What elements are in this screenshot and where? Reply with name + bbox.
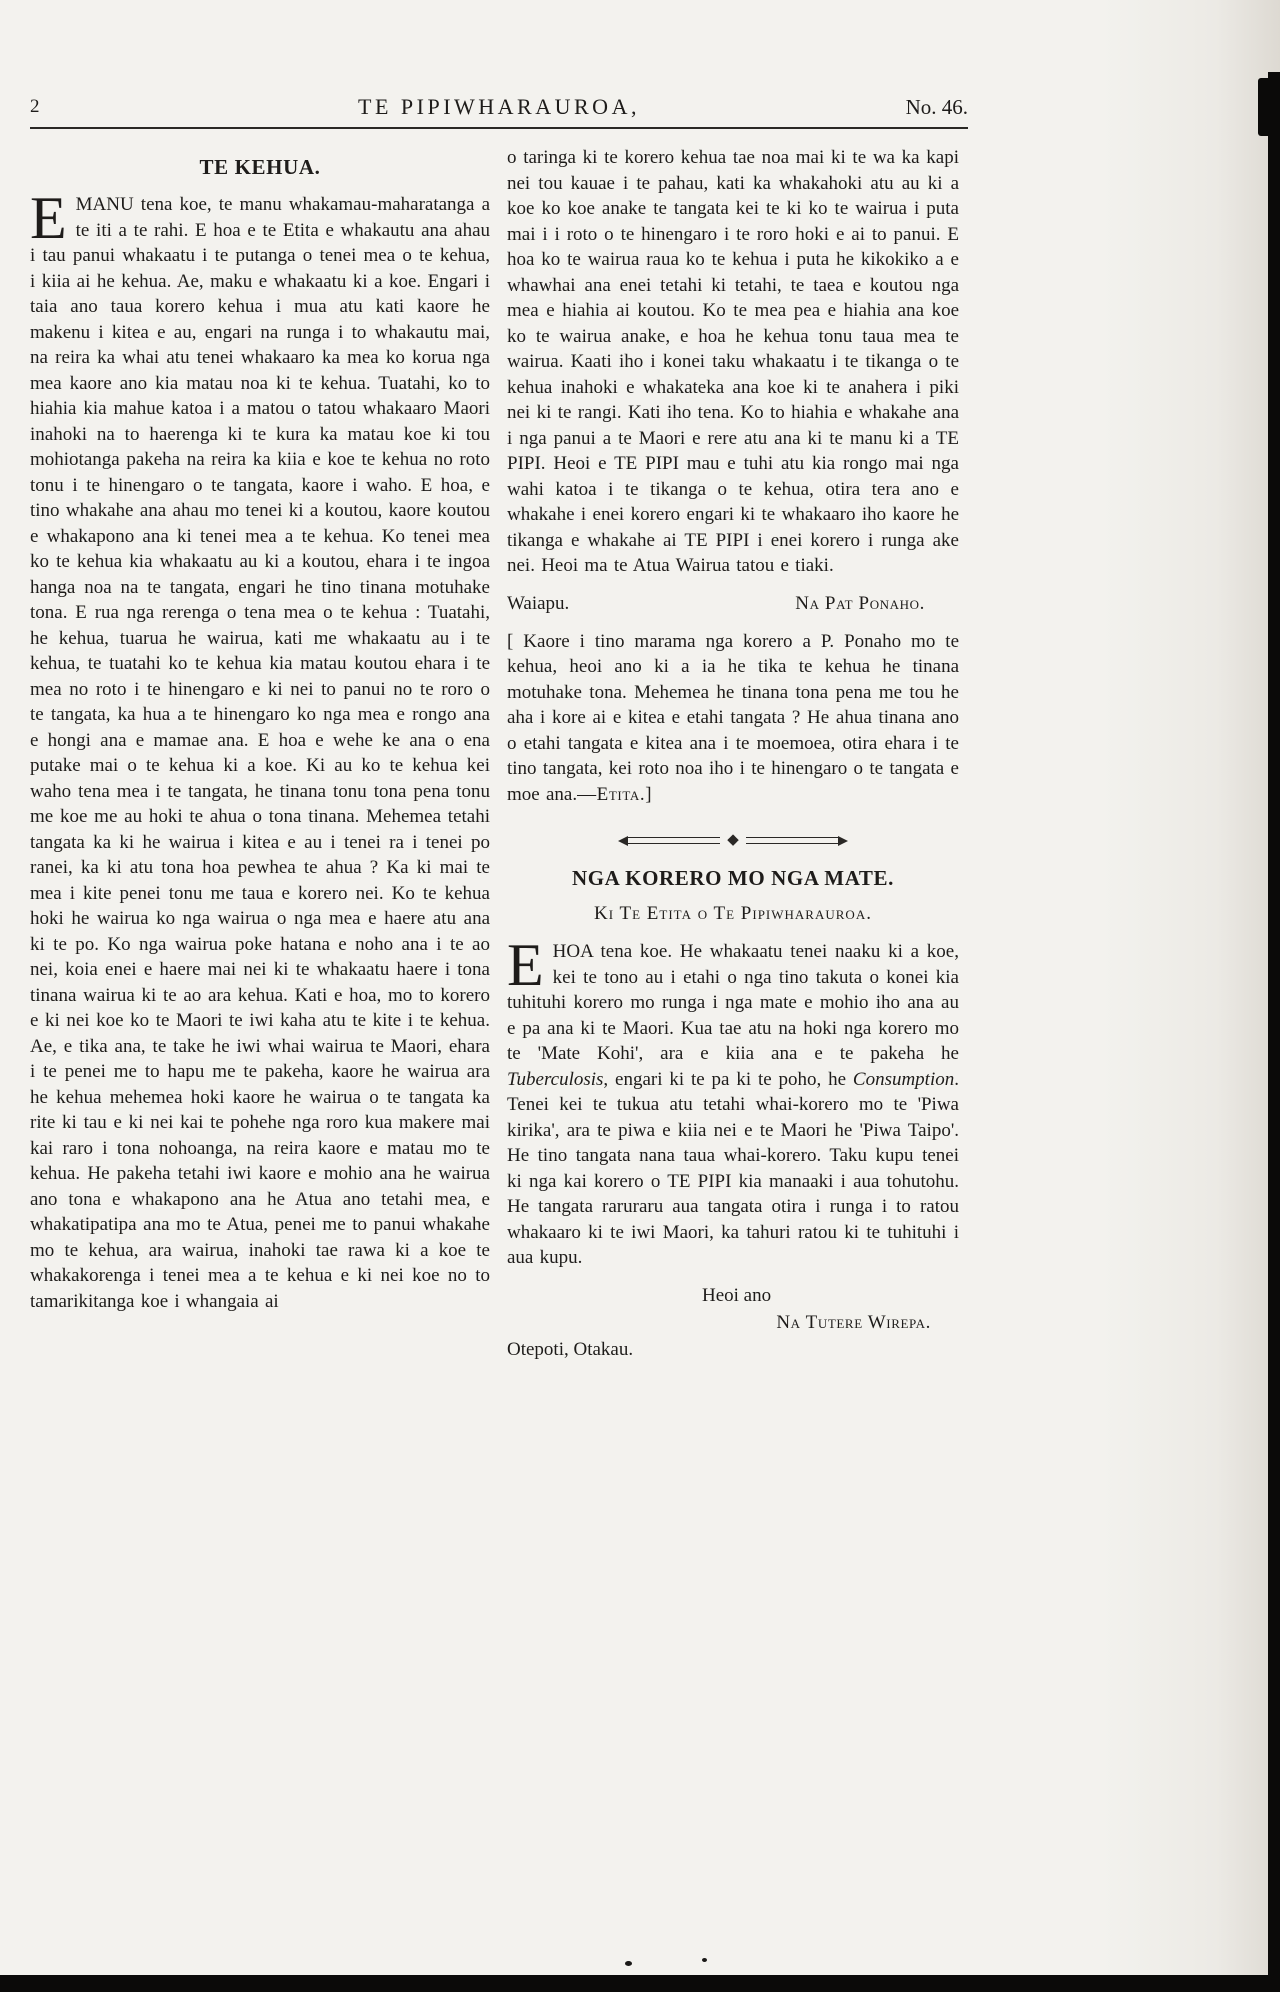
left-column [30, 145, 490, 1363]
article-te-kehua-text-part2: o taringa ki te korero kehua tae noa mai ki te wa ka kapi nei tou kauae i te pahau, kati ka whakahoki atu au ki a koe ko koe anake te tangata kei te ki ko te wairua i puta mai i i roto o te hinengaro i te roro hoki e ai to panui. E hoa ko te wairua raua ko te kehua i puta he kikokiko a e whawhai ana enei tetahi ki tetahi, te taea e koutou nga mea e hiahia ai koutou. Ko te mea pea e hiahia ana koe ko te wairua anake, e hoa he kehua tonu taua mea te wairua. Kaati iho i konei taku whakaatu i te tikanga o te kehua inahoki e whakateka ana koe ki te anahera i piki nei ki te rangi. Kati iho tena. Ko to hiahia e whakahe ana i nga panui a te Maori e rere atu ana ki te manu ki a TE PIPI. Heoi e TE PIPI mau e tuhi atu kia rongo mai nga wahi katoa i te tikanga o te kehua, otira tera ano e whakahe i enei korero engari ki te whakaaro iho kaore he tikanga e whakahe ai TE PIPI i enei korero i runga ake nei. Heoi ma te Atua Wairua tatou e tiaki. [507, 147, 959, 576]
dropcap-letter: E [30, 185, 67, 251]
page-header [30, 88, 968, 120]
header-rule [30, 127, 968, 129]
section-divider [618, 833, 848, 848]
body-segment-3: . Tenei kei te tukua atu tetahi whai-korero mo te 'Piwa kirika', ara te piwa e kiia nei e te Maori he 'Piwa Taipo'. He tino tangata nana taua whai-korero. Taku kupu tenei ki nga kai korero o TE PIPI kia manaaki i aua tohutohu. He tangata raruraru aua tangata otira i runga i to ratou whakaaro ki te iwi Maori, ka tahuri ratou ki te tuhituhi i aua kupu. [507, 1068, 959, 1268]
body-segment-2: , engari ki te pa ki te poho, he [603, 1068, 853, 1090]
body-segment-1: HOA tena koe. He whakaatu tenei naaku ki a koe, kei te tono au i etahi o nga tino takuta o konei kia tuhituhi korero mo runga i nga mate e mohio iho ana au e pa ana ki te Maori. Kua tae atu na hoki nga korero mo te 'Mate Kohi', ara e kiia ana e te pakeha he [507, 941, 959, 1064]
signature-place: Waiapu. [507, 592, 570, 614]
article-nga-korero-body [507, 932, 959, 1271]
divider-rule-left [628, 837, 720, 844]
term-consumption: Consumption [852, 1068, 955, 1090]
editor-note-text: [ Kaore i tino marama nga korero a P. Ponaho mo te kehua, heoi ano ki a ia he tika te kehua he tinana motuhake tona. Mehemea he tinana tona pena me tou he aha i kore ai e kitea e etahi tangata ? He ahua tinana ano o etahi tangata e kitea ana i te moemoea, otira ehara i te tino tangata, kei roto noa iho i te hinengaro o te tangata e moe ana. [507, 630, 959, 805]
scan-speck [702, 1958, 707, 1962]
article-te-kehua-body [30, 185, 490, 1314]
page-number: 2 [30, 96, 40, 117]
divider-diamond-icon: ◆ [727, 832, 739, 848]
right-column [507, 145, 959, 1363]
scan-edge-right [1268, 72, 1280, 1992]
divider-arrow-right-icon [838, 836, 848, 846]
article-te-kehua-text-part1: MANU tena koe, te manu whakamau-maharatanga a te iti a te rahi. E hoa e te Etita e whakautu ana ahau i tau panui whakaatu i te putanga o tenei mea o te kehua, i kiia ai he kehua. Ae, maku e whakaatu ki a koe. Engari i taia ano taua korero kehua i mua atu kati kaore he makenu i kitea e au, engari na runga i to whakautu mai, na reira ka whai atu tenei whakaaro ka mea ko korua nga mea kaore ano kia matau noa ki te kehua. Tuatahi, ko to hiahia kia mahue katoa i a matou o tatou whakaaro Maori inahoki na to haerenga ki te kura ka matau koe ki tou mohiotanga pakeha na reira ka kiia e koe te kehua no roto tonu i te hinengaro o te tangata, kaore i waho. E hoa, e tino whakahe ana ahau mo tenei ki a koutou, kaore koutou e whakapono ana ki tenei mea a te kehua. Ko tenei mea ko te kehua kia whakaatu au ki a koutou, ehara i te ingoa hanga noa na te tangata, engari he tino tinana motuhake tona. E rua nga rerenga o tena mea o te kehua : Tuatahi, he kehua, tuarua he wairua, kati me whakaatu au i te kehua, te tuatahi ko te kehua kia matau koutou ehara i te mea no roto i te hinengaro e ki nei to panui no te roro o te tangata, ka hua a te hinengaro ko nga mea e rongo ana e hongi ana e mamae ana. E hoa e wehe ke ana o ena putake mai o te kehua ki a koe. Ki au ko te kehua kei waho tena mea i te tangata, he tinana tonu tona pena tonu me koe me au hoki te ahua o tona tinana. Mehemea tetahi tangata ka ki he wairua i kitea e au i tenei ra i tenei po ranei, ka ki atu tona hoa pewhea te ahua ? Ka ki mai te mea i kite penei tonu me taua e korero nei. Ko te kehua hoki he wairua ko nga wairua o nga mea e haere atu ana ki te po. Ko nga wairua poke hatana e noho ana i te ao nei, koia enei e haere mai nei ki te whakaatu haere i tona tinana wairua ki te ao ara kehua. Kati e hoa, mo to korero e ki nei koe ko te Maori te iwi kaha atu te kite i te kehua. Ae, e tika ana, te take he iwi whai wairua te Maori, ehara i te penei me to hapu me te pakeha, kaore he wairua ara he kehua mehemea hoki kaore he wairua o te tangata ka rite ki tau e ki nei kai te pohehe nga roro kua makere mai kai raro i tona nohoanga, na reira kaore e matau mo te kehua. He pakeha tetahi iwi kaore e mohio ana he wairua ano tona e whakapono ana he Atua ano tetahi mea, e whakatipatipa ana mo te Atua, penei me to panui whakahe mo te kehua, ara wairua, inahoki tae rawa ki a koe te whakakorenga i tenei mea a te kehua e ki nei koe no to tamarikitanga koe i whangaia ai [30, 194, 490, 1312]
newspaper-page [30, 88, 968, 1363]
signature-name: Na Pat Ponaho. [795, 592, 925, 614]
divider-rule-right [746, 837, 838, 844]
text-columns [30, 145, 968, 1363]
signature-row [507, 593, 959, 615]
divider-arrow-left-icon [618, 836, 628, 846]
article-title-te-kehua: TE KEHUA. [199, 155, 321, 179]
editor-note-signature: —Etita.] [577, 783, 653, 805]
signature-name-2: Na Tutere Wirepa. [776, 1311, 931, 1333]
scan-edge-bottom [0, 1975, 1280, 1992]
dropcap-letter-2: E [507, 932, 544, 998]
issue-number: No. 46. [905, 95, 968, 119]
article-title-nga-korero: NGA KORERO MO NGA MATE. [571, 866, 894, 890]
masthead-title: TE PIPIWHARAUROA, [358, 94, 640, 119]
place-line: Otepoti, Otakau. [507, 1338, 634, 1360]
scan-speck [625, 1961, 632, 1966]
salutation: Ki Te Etita o Te Pipiwharauroa. [594, 903, 872, 924]
closing-line: Heoi ano [702, 1284, 772, 1306]
term-tuberculosis: Tuberculosis [507, 1068, 604, 1090]
editor-note [507, 629, 959, 808]
